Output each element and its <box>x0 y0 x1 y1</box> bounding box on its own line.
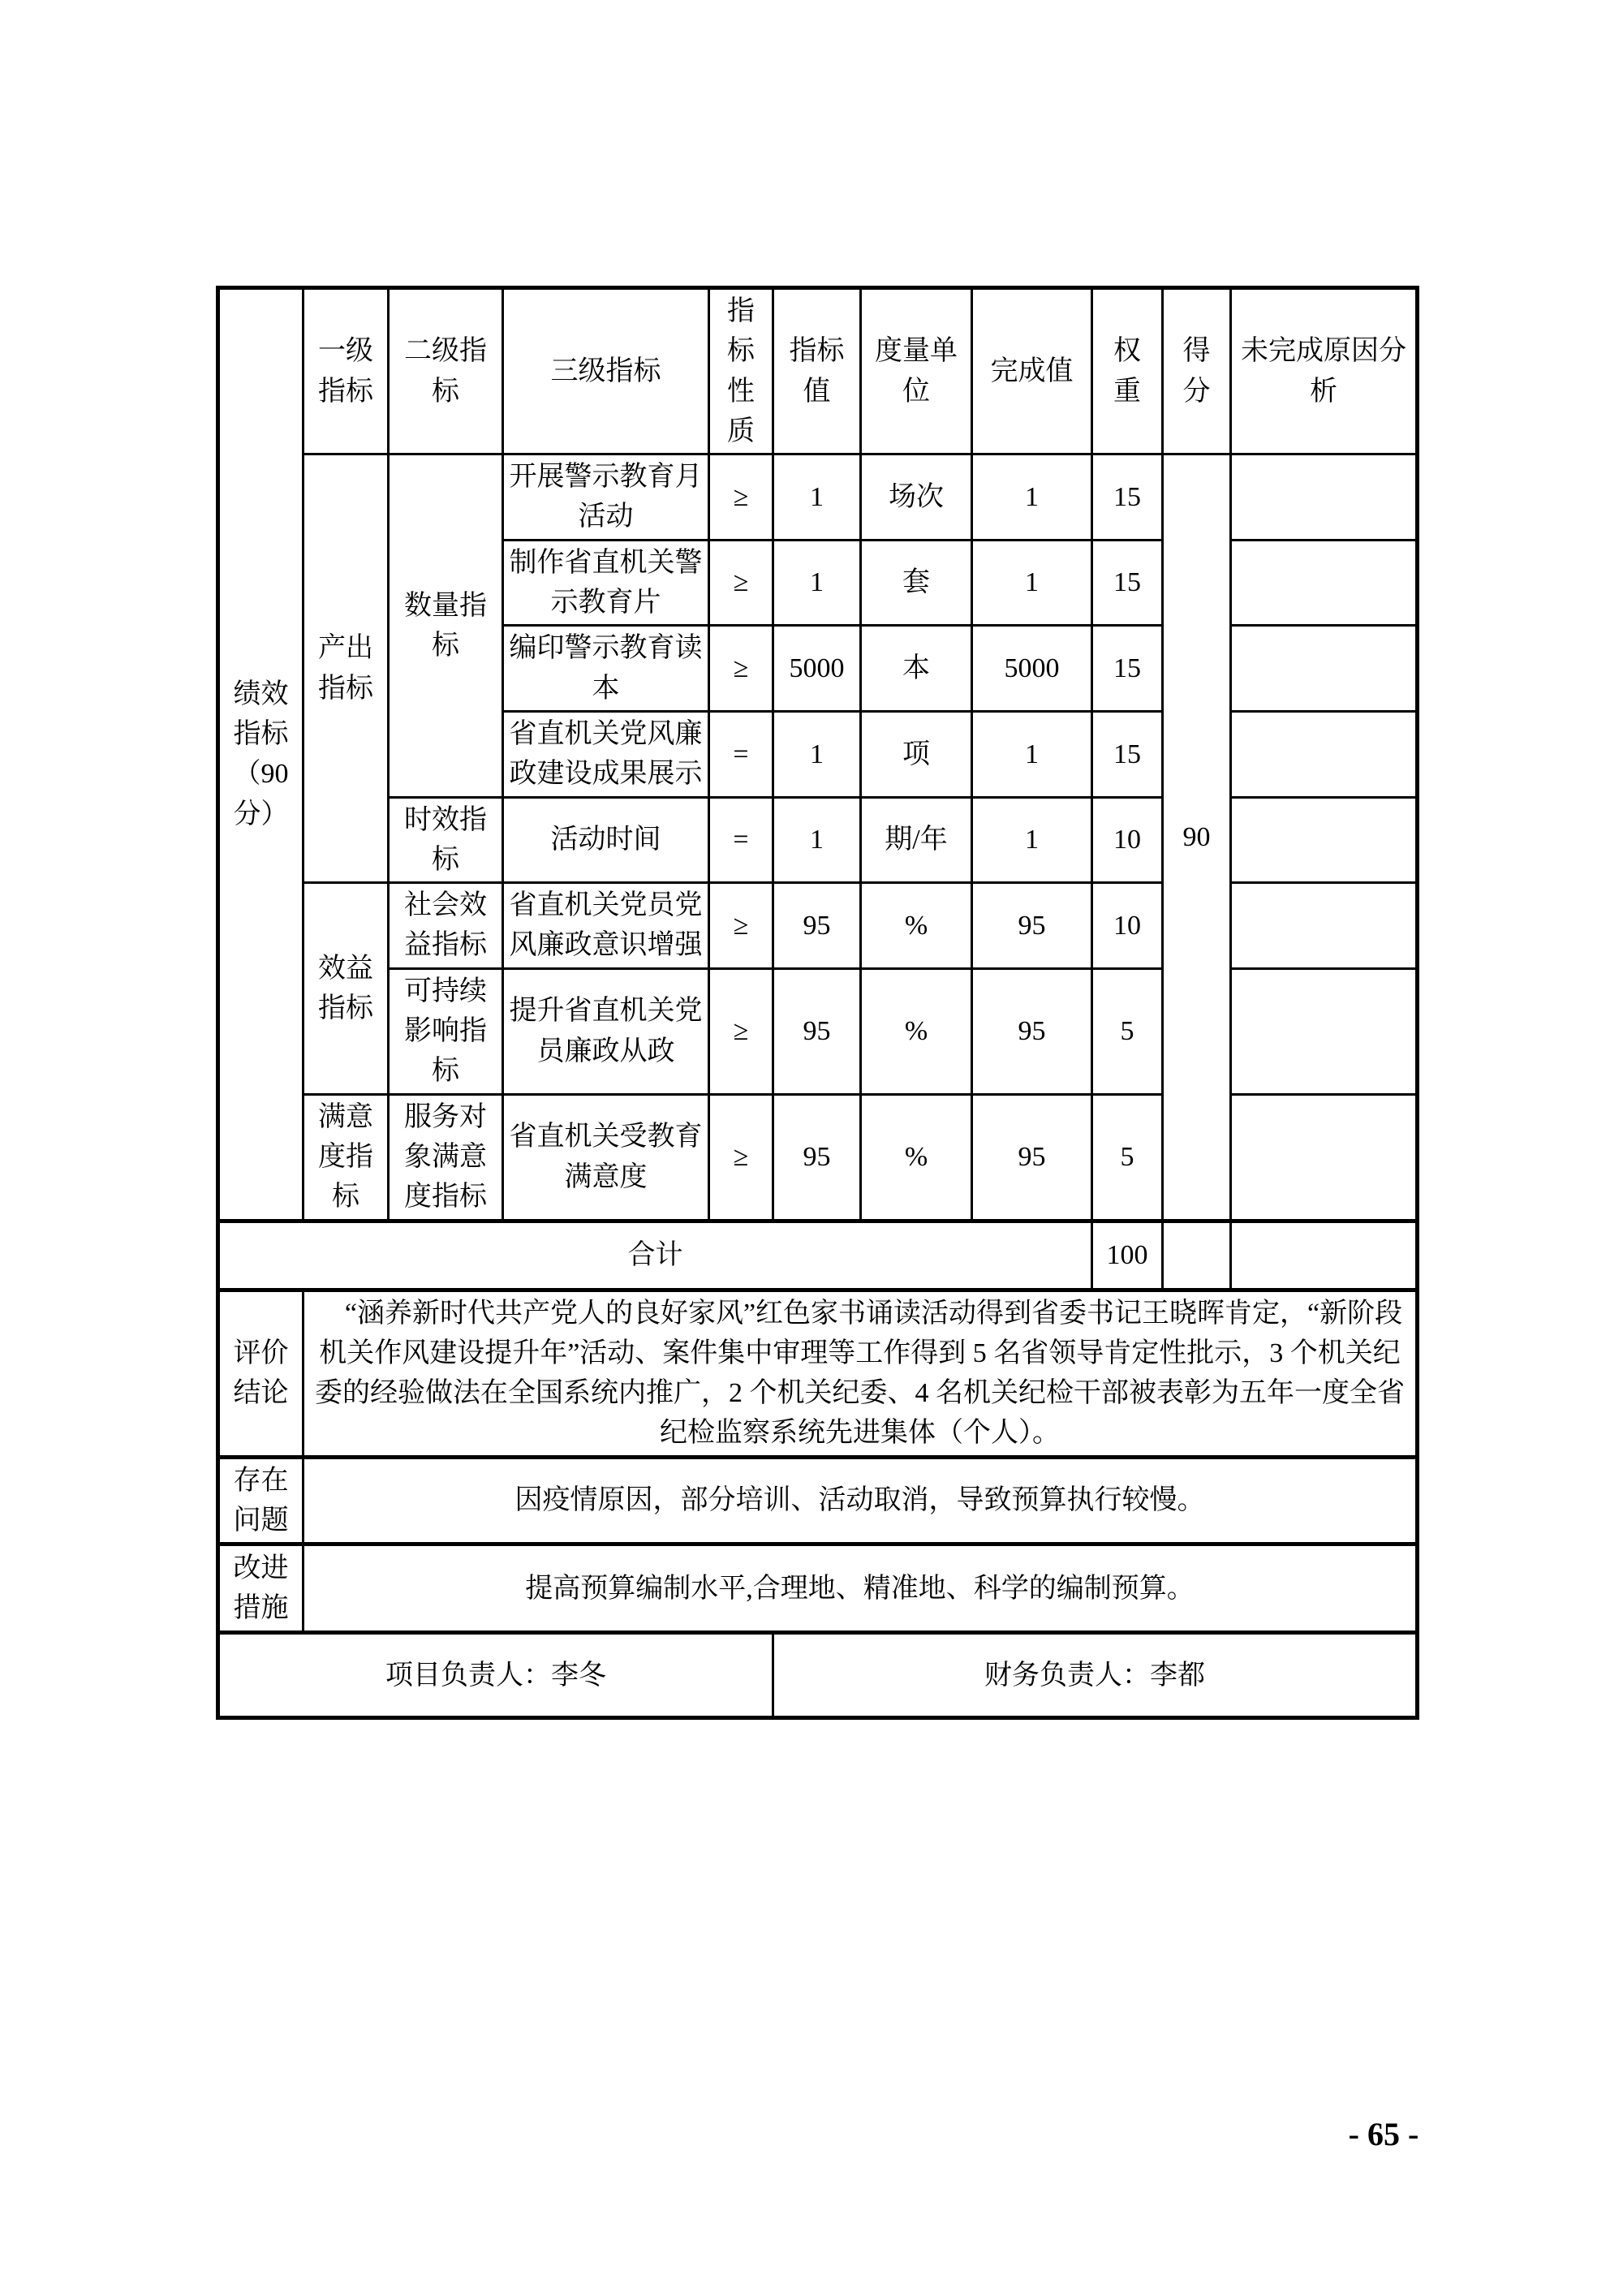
evaluation-text: “涵养新时代共产党人的良好家风”红色家书诵读活动得到省委书记王晓晖肯定，“新阶段机关作风建设提升年”活动、案件集中审理等工作得到 5 名省领导肯定性批示，3 个机关纪委的经验做法在全国系统内推广，2 个机关纪委、4 名机关纪检干部被表彰为五年一度全省纪检监察系统先进集体（个人）。 <box>315 1298 1405 1449</box>
header-done: 完成值 <box>972 288 1092 454</box>
nature-cell: ≥ <box>709 968 773 1094</box>
improvements-label: 改进措施 <box>218 1544 304 1633</box>
header-level2: 二级指标 <box>389 288 503 454</box>
target-cell: 95 <box>773 1094 861 1221</box>
weight-cell: 5 <box>1092 1094 1163 1221</box>
header-weight: 权重 <box>1092 288 1163 454</box>
weight-cell: 10 <box>1092 883 1163 969</box>
nature-cell: = <box>709 797 773 883</box>
signature-row <box>218 1633 1418 1718</box>
level3-cell: 活动时间 <box>503 797 709 883</box>
performance-indicator-table <box>216 286 1419 1720</box>
done-cell: 5000 <box>972 626 1092 712</box>
indicator-row <box>218 968 1418 1094</box>
header-unit: 度量单位 <box>861 288 972 454</box>
finance-leader-name: 李都 <box>1150 1660 1205 1691</box>
evaluation-row <box>218 1290 1418 1457</box>
header-row <box>218 288 1418 454</box>
target-cell: 5000 <box>773 626 861 712</box>
weight-cell: 15 <box>1092 454 1163 541</box>
problems-text-cell <box>304 1457 1418 1544</box>
nature-cell: ≥ <box>709 454 773 541</box>
unit-cell: 期/年 <box>861 797 972 883</box>
indicator-row <box>218 454 1418 541</box>
level3-cell: 制作省直机关警示教育片 <box>503 540 709 626</box>
reason-cell <box>1231 540 1418 626</box>
finance-leader-label: 财务负责人： <box>984 1660 1150 1691</box>
unit-cell: 场次 <box>861 454 972 541</box>
level2-timeliness: 时效指标 <box>389 797 503 883</box>
reason-cell <box>1231 454 1418 541</box>
total-weight: 100 <box>1092 1221 1163 1290</box>
problems-row <box>218 1457 1418 1544</box>
problems-label: 存在问题 <box>218 1457 304 1544</box>
level3-cell: 开展警示教育月活动 <box>503 454 709 541</box>
reason-cell <box>1231 626 1418 712</box>
header-score: 得分 <box>1163 288 1231 454</box>
indicator-row <box>218 883 1418 969</box>
weight-cell: 10 <box>1092 797 1163 883</box>
level1-output: 产出指标 <box>304 454 389 883</box>
level2-quantity: 数量指标 <box>389 454 503 797</box>
reason-cell <box>1231 797 1418 883</box>
total-score-cell <box>1163 1221 1231 1290</box>
nature-cell: ≥ <box>709 540 773 626</box>
done-cell: 95 <box>972 1094 1092 1221</box>
level3-cell: 省直机关受教育满意度 <box>503 1094 709 1221</box>
unit-cell: 套 <box>861 540 972 626</box>
weight-cell: 15 <box>1092 626 1163 712</box>
level3-cell: 提升省直机关党员廉政从政 <box>503 968 709 1094</box>
level2-sustain: 可持续影响指标 <box>389 968 503 1094</box>
indicator-row <box>218 797 1418 883</box>
unit-cell: 项 <box>861 711 972 797</box>
level3-cell: 省直机关党员党风廉政意识增强 <box>503 883 709 969</box>
header-target: 指标值 <box>773 288 861 454</box>
header-reason: 未完成原因分析 <box>1231 288 1418 454</box>
header-level3: 三级指标 <box>503 288 709 454</box>
level3-cell: 编印警示教育读本 <box>503 626 709 712</box>
improvements-text: 提高预算编制水平,合理地、精准地、科学的编制预算。 <box>525 1573 1195 1604</box>
page-number: - 65 - <box>1348 2116 1419 2152</box>
total-reason-cell <box>1231 1221 1418 1290</box>
done-cell: 1 <box>972 454 1092 541</box>
weight-cell: 5 <box>1092 968 1163 1094</box>
target-cell: 1 <box>773 540 861 626</box>
weight-cell: 15 <box>1092 711 1163 797</box>
project-leader-name: 李冬 <box>551 1660 606 1691</box>
corner-cell <box>218 288 304 1221</box>
header-nature: 指标性质 <box>709 288 773 454</box>
score-cell: 90 <box>1163 454 1231 1221</box>
total-label: 合计 <box>218 1221 1092 1290</box>
header-level1: 一级指标 <box>304 288 389 454</box>
done-cell: 1 <box>972 711 1092 797</box>
total-row <box>218 1221 1418 1290</box>
unit-cell: % <box>861 968 972 1094</box>
reason-cell <box>1231 711 1418 797</box>
project-leader-label: 项目负责人： <box>385 1660 551 1691</box>
reason-cell <box>1231 1094 1418 1221</box>
level2-service: 服务对象满意度指标 <box>389 1094 503 1221</box>
improvements-text-cell <box>304 1544 1418 1633</box>
reason-cell <box>1231 968 1418 1094</box>
target-cell: 1 <box>773 711 861 797</box>
problems-text: 因疫情原因，部分培训、活动取消，导致预算执行较慢。 <box>514 1485 1205 1516</box>
corner-label: 绩效指标（90分） <box>233 678 289 829</box>
target-cell: 95 <box>773 883 861 969</box>
unit-cell: 本 <box>861 626 972 712</box>
reason-cell <box>1231 883 1418 969</box>
level1-benefit: 效益指标 <box>304 883 389 1094</box>
evaluation-label: 评价结论 <box>218 1290 304 1457</box>
target-cell: 1 <box>773 454 861 541</box>
improvements-row <box>218 1544 1418 1633</box>
nature-cell: ≥ <box>709 626 773 712</box>
done-cell: 1 <box>972 540 1092 626</box>
unit-cell: % <box>861 883 972 969</box>
unit-cell: % <box>861 1094 972 1221</box>
weight-cell: 15 <box>1092 540 1163 626</box>
level3-cell: 省直机关党风廉政建设成果展示 <box>503 711 709 797</box>
target-cell: 1 <box>773 797 861 883</box>
evaluation-text-cell <box>304 1290 1418 1457</box>
done-cell: 95 <box>972 968 1092 1094</box>
target-cell: 95 <box>773 968 861 1094</box>
done-cell: 95 <box>972 883 1092 969</box>
nature-cell: = <box>709 711 773 797</box>
finance-leader-cell <box>773 1633 1418 1718</box>
nature-cell: ≥ <box>709 1094 773 1221</box>
level1-satisfaction: 满意度指标 <box>304 1094 389 1221</box>
project-leader-cell <box>218 1633 773 1718</box>
level2-social: 社会效益指标 <box>389 883 503 969</box>
nature-cell: ≥ <box>709 883 773 969</box>
indicator-row <box>218 1094 1418 1221</box>
done-cell: 1 <box>972 797 1092 883</box>
